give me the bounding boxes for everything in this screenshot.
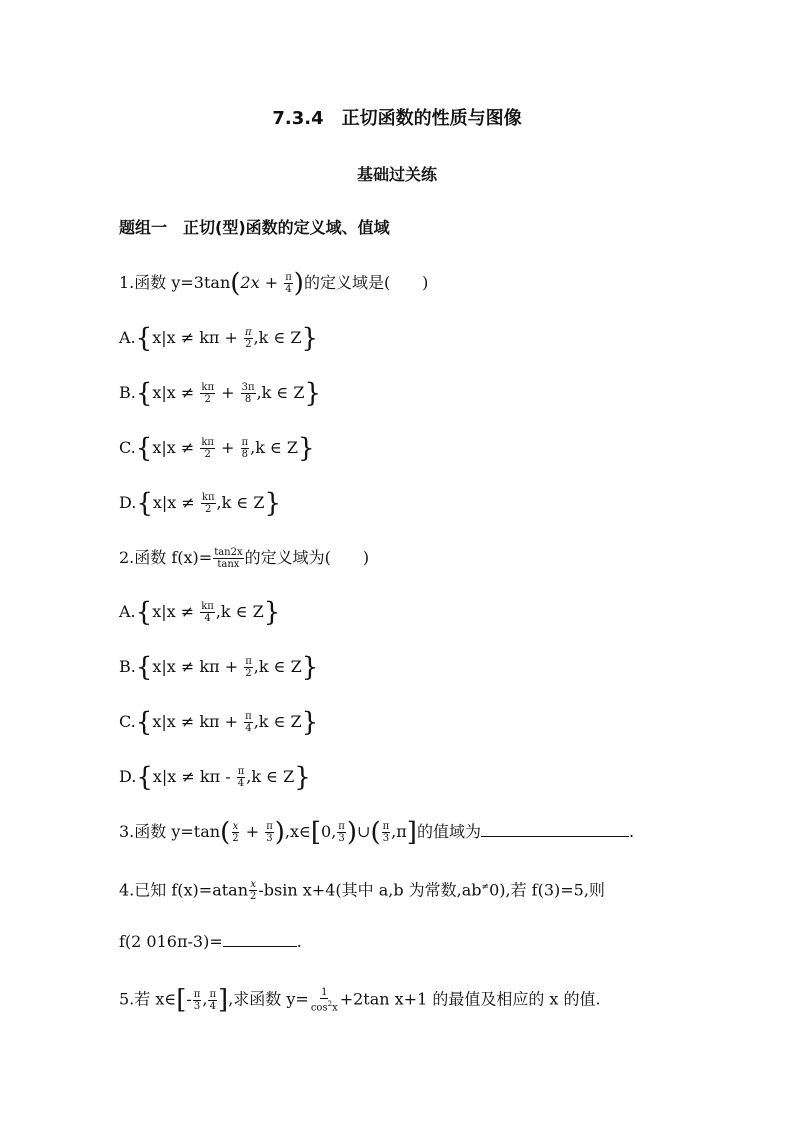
q1-prefix: 1.函数 y=3tan <box>119 273 231 292</box>
page-subtitle: 基础过关练 <box>356 165 437 184</box>
section-heading: 题组一 正切(型)函数的定义域、值域 <box>119 218 390 237</box>
question-4: 4.已知 f(x)=atan $\frac{x}{2}$ -bsin x+4(其中 a,b 为常数,ab≠0),若 f(3)=5,则 <box>119 879 605 903</box>
q1-option-b: B.{x|x ≠ $\frac{k\pi}{2}$ + $\frac{3\pi}{8}$ ,k ∈ Z} <box>119 378 322 409</box>
question-3: 3.函数 y=tan( $\frac{x}{2}$ + $\frac{\pi}{3}$ ),x∈[0, $\frac{\pi}{3}$ )∪( $\frac{\pi}{3}$ ,π]的值域为 . <box>119 817 635 848</box>
question-5: 5.若 x∈[- $\frac{\pi}{3}$ , $\frac{\pi}{4}$ ],求函数 y= $\frac{1}{\cos^2x}$ +2tan x+1 的最值及相应的 x 的值. <box>119 985 601 1016</box>
q1-fraction: $\frac{\pi}{4}$ <box>285 272 292 295</box>
q1-suffix: 的定义域是( ) <box>303 273 429 292</box>
q2-option-b: B.{x|x ≠ kπ + $\frac{\pi}{2}$ ,k ∈ Z} <box>119 652 319 683</box>
q2-option-a: A.{x|x ≠ $\frac{k\pi}{4}$ ,k ∈ Z} <box>119 597 281 628</box>
question-4-line2: f(2 016π-3)= . <box>119 932 302 951</box>
q2-option-d: D.{x|x ≠ kπ - $\frac{\pi}{4}$ ,k ∈ Z} <box>119 762 311 793</box>
q2-option-c: C.{x|x ≠ kπ + $\frac{\pi}{4}$ ,k ∈ Z} <box>119 707 319 738</box>
q3-answer-blank[interactable] <box>481 822 629 837</box>
q4-answer-blank[interactable] <box>223 932 297 947</box>
q1-inner: 2x + <box>240 273 284 292</box>
q1-option-d: D.{x|x ≠ $\frac{k\pi}{2}$ ,k ∈ Z} <box>119 488 282 519</box>
question-2: 2.函数 f(x)= $\frac{\tan 2x}{\tan x}$ 的定义域为( ) <box>119 547 370 570</box>
page-title: 7.3.4 正切函数的性质与图像 <box>272 108 522 129</box>
question-1: 1.函数 y=3tan(2x + $\frac{\pi}{4}$ )的定义域是( ) <box>119 268 429 299</box>
q1-option-a: A.{x|x ≠ kπ + $\frac{\pi}{2}$ ,k ∈ Z} <box>119 323 319 354</box>
q2-fraction: $\frac{\tan 2x}{\tan x}$ <box>214 547 243 570</box>
q1-option-c: C.{x|x ≠ $\frac{k\pi}{2}$ + $\frac{\pi}{8}$ ,k ∈ Z} <box>119 433 315 464</box>
